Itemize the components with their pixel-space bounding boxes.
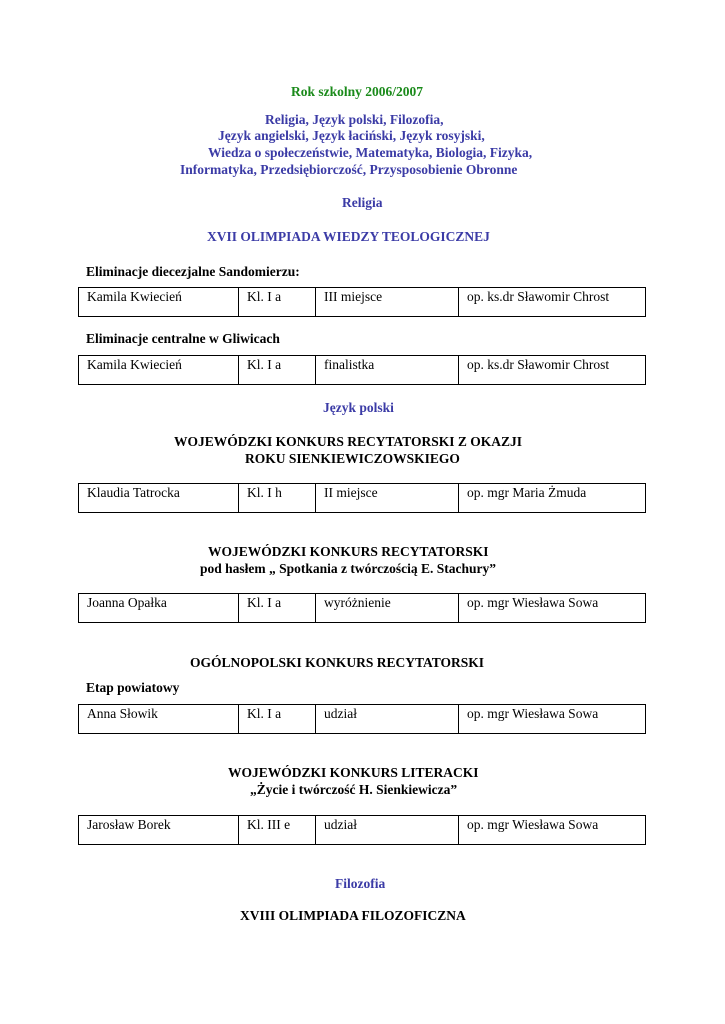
result: wyróżnienie <box>316 594 459 623</box>
supervisor: op. ks.dr Sławomir Chrost <box>459 356 646 385</box>
table-row <box>79 594 646 623</box>
student-name: Jarosław Borek <box>79 816 239 845</box>
olympiad-title-theology: XVII OLIMPIADA WIEDZY TEOLOGICZNEJ <box>207 229 490 244</box>
student-class: Kl. I a <box>239 594 316 623</box>
supervisor: op. mgr Wiesława Sowa <box>459 816 646 845</box>
subjects-line-1: Religia, Język polski, Filozofia, <box>265 112 444 127</box>
results-table-stachura-recitation <box>78 593 646 623</box>
contest-title-line-1: WOJEWÓDZKI KONKURS RECYTATORSKI <box>208 544 489 559</box>
contest-title-line-1: WOJEWÓDZKI KONKURS LITERACKI <box>228 765 479 780</box>
student-name: Klaudia Tatrocka <box>79 484 239 513</box>
student-class: Kl. I a <box>239 356 316 385</box>
olympiad-title-philosophy: XVIII OLIMPIADA FILOZOFICZNA <box>240 908 466 923</box>
student-class: Kl. I a <box>239 705 316 734</box>
contest-title-line-1: WOJEWÓDZKI KONKURS RECYTATORSKI Z OKAZJI <box>174 434 523 449</box>
subjects-line-4: Informatyka, Przedsiębiorczość, Przysposobienie Obronne <box>180 162 518 177</box>
supervisor: op. mgr Wiesława Sowa <box>459 705 646 734</box>
student-class: Kl. I a <box>239 288 316 317</box>
results-table-literary <box>78 815 646 845</box>
student-name: Kamila Kwiecień <box>79 356 239 385</box>
table-row <box>79 288 646 317</box>
results-table-national-recitation <box>78 704 646 734</box>
student-class: Kl. I h <box>239 484 316 513</box>
student-name: Anna Słowik <box>79 705 239 734</box>
supervisor: op. mgr Wiesława Sowa <box>459 594 646 623</box>
table-row <box>79 356 646 385</box>
table-row <box>79 484 646 513</box>
result: II miejsce <box>316 484 459 513</box>
supervisor: op. ks.dr Sławomir Chrost <box>459 288 646 317</box>
stage-label-diocesan: Eliminacje diecezjalne Sandomierzu: <box>86 264 300 279</box>
student-class: Kl. III e <box>239 816 316 845</box>
student-name: Kamila Kwiecień <box>79 288 239 317</box>
result: finalistka <box>316 356 459 385</box>
result: udział <box>316 705 459 734</box>
result: udział <box>316 816 459 845</box>
subjects-line-2: Język angielski, Język łaciński, Język rosyjski, <box>218 128 485 143</box>
contest-title: OGÓLNOPOLSKI KONKURS RECYTATORSKI <box>190 655 485 670</box>
stage-label-county: Etap powiatowy <box>86 680 180 695</box>
result: III miejsce <box>316 288 459 317</box>
student-name: Joanna Opałka <box>79 594 239 623</box>
results-table-central <box>78 355 646 385</box>
contest-title-line-2: ROKU SIENKIEWICZOWSKIEGO <box>245 451 460 466</box>
section-heading-philosophy: Filozofia <box>335 876 386 891</box>
table-row <box>79 705 646 734</box>
contest-title-line-2: „Życie i twórczość H. Sienkiewicza” <box>250 782 458 797</box>
supervisor: op. mgr Maria Żmuda <box>459 484 646 513</box>
stage-label-central: Eliminacje centralne w Gliwicach <box>86 331 280 346</box>
contest-title-line-2: pod hasłem „ Spotkania z twórczością E. Stachury” <box>200 561 497 576</box>
results-table-diocesan <box>78 287 646 317</box>
table-row <box>79 816 646 845</box>
school-year: Rok szkolny 2006/2007 <box>291 84 424 99</box>
results-table-sienkiewicz-recitation <box>78 483 646 513</box>
subjects-line-3: Wiedza o społeczeństwie, Matematyka, Biologia, Fizyka, <box>208 145 533 160</box>
section-heading-polish: Język polski <box>323 400 394 415</box>
section-heading-religia: Religia <box>342 195 383 210</box>
